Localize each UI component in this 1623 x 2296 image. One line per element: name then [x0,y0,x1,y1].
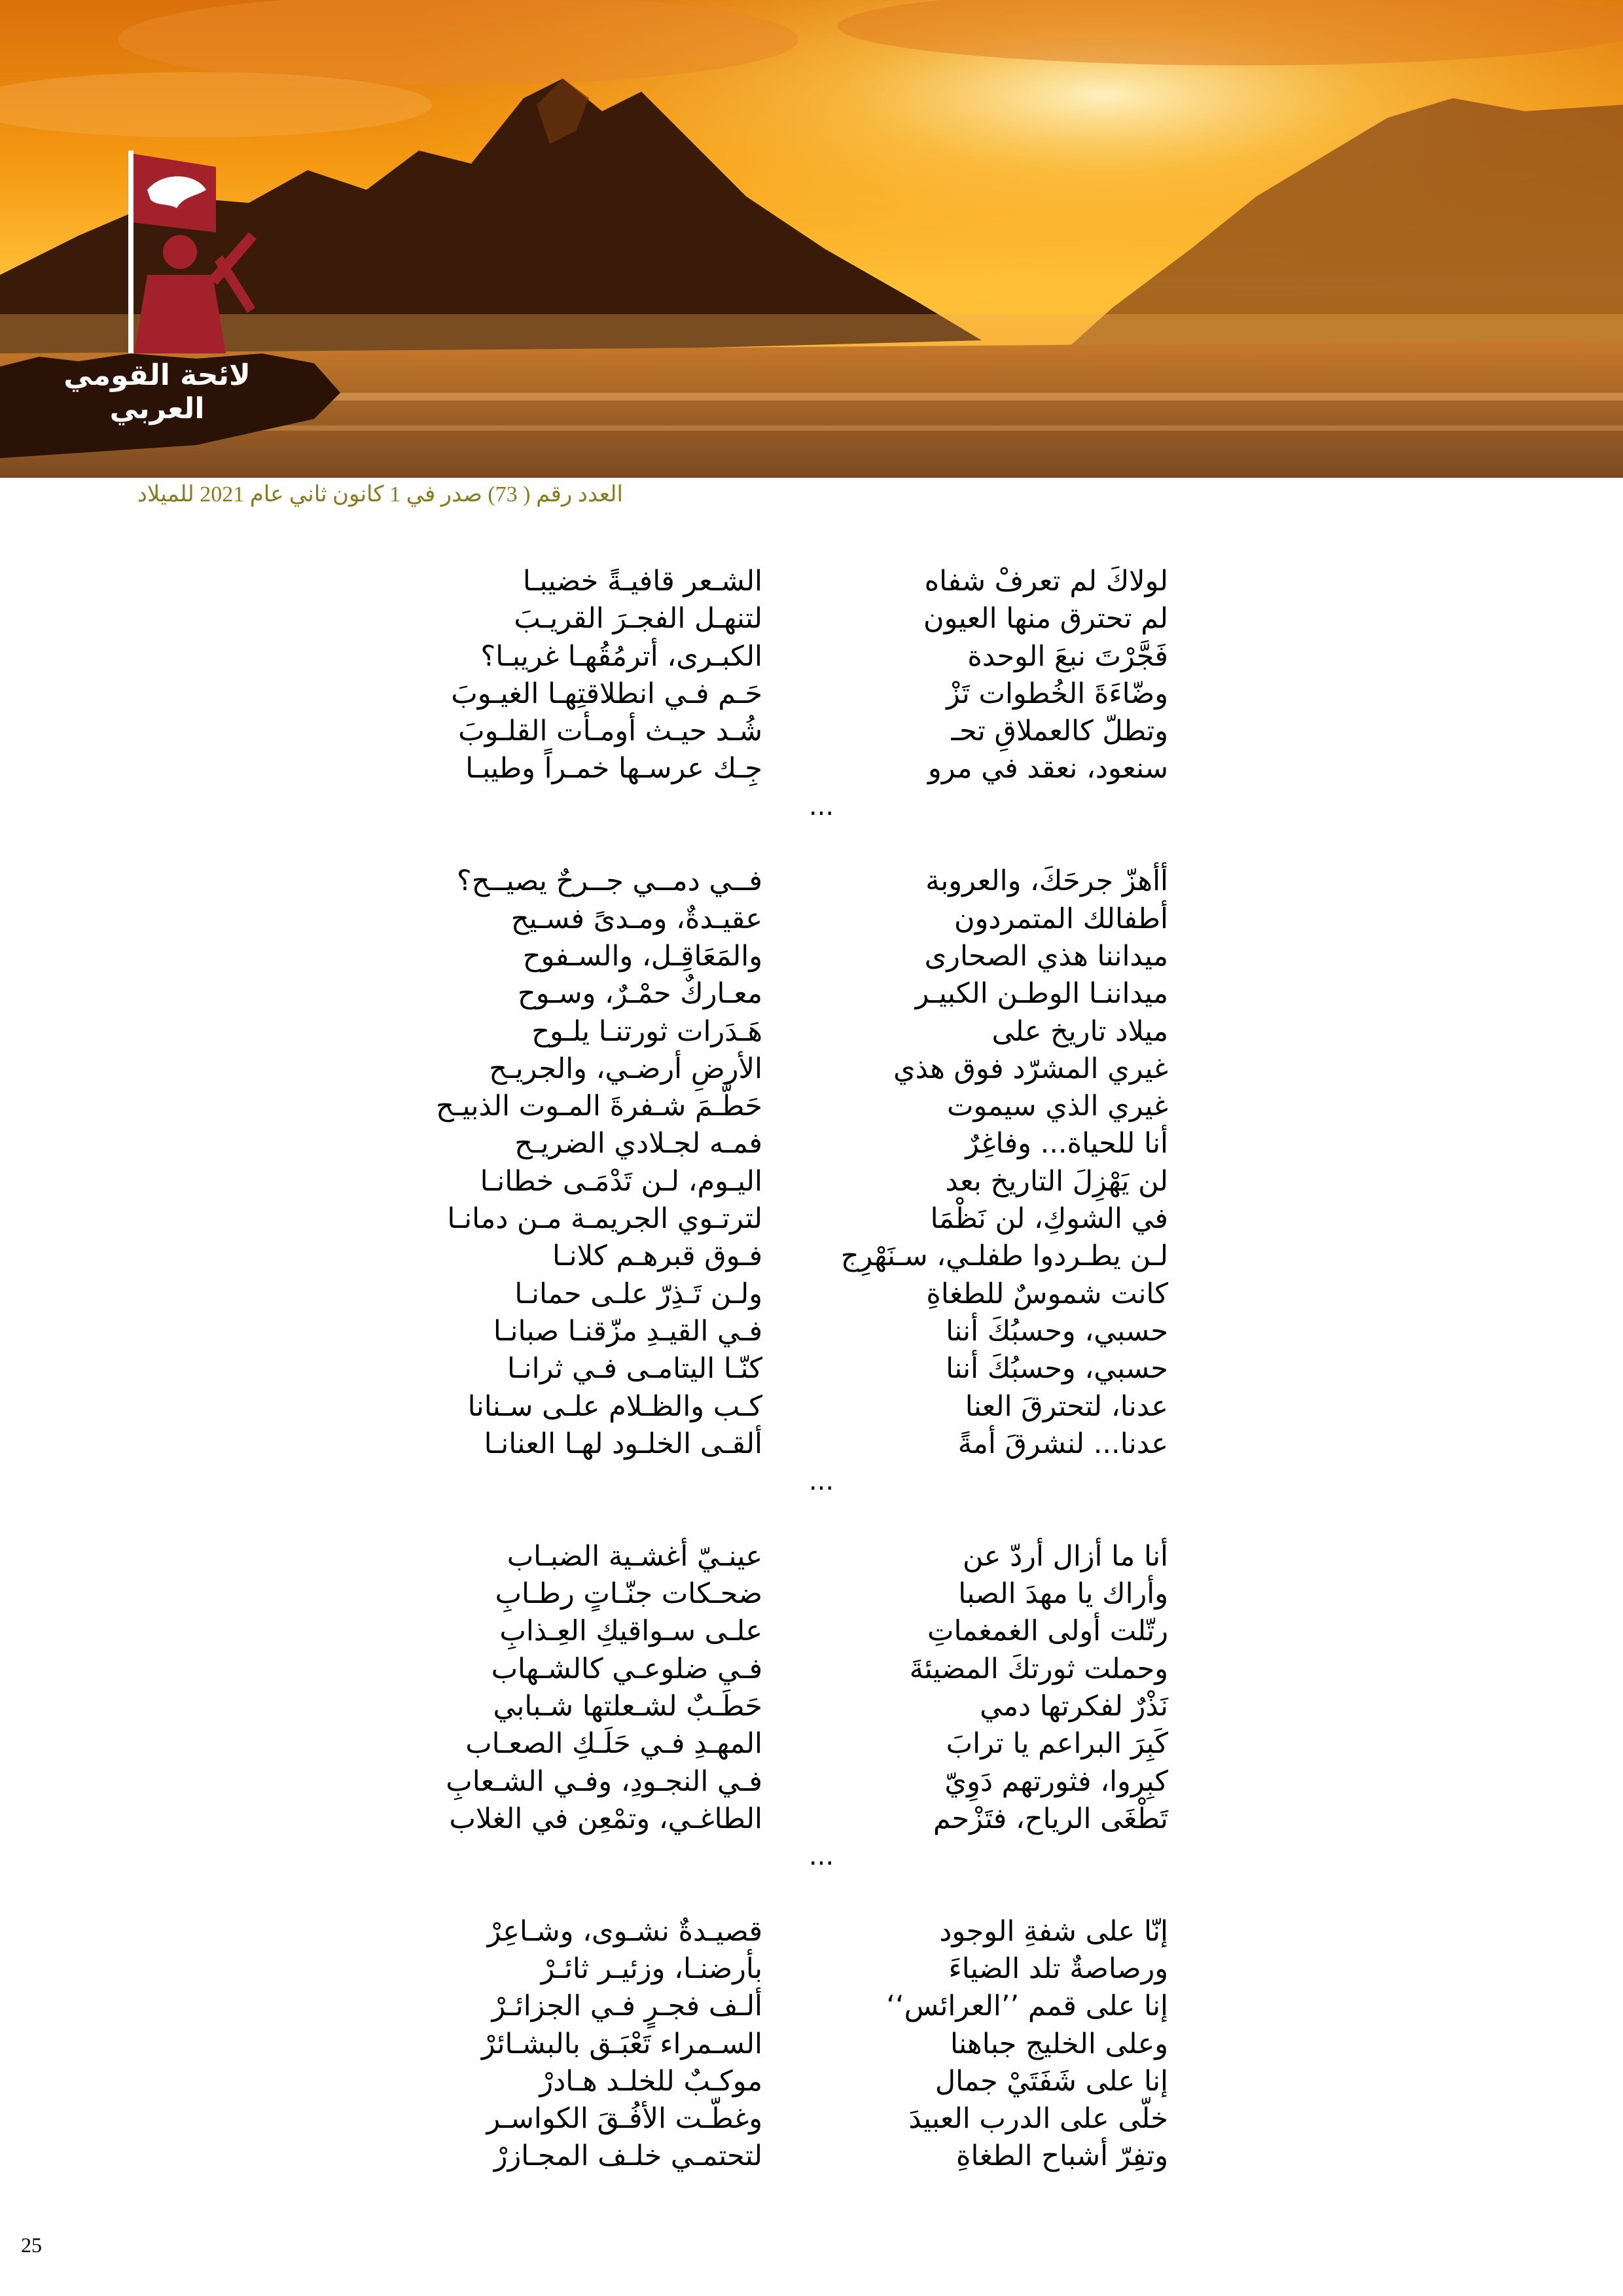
second-hemistich: الشـعر قافيـةً خضيبـا [522,565,762,598]
second-hemistich: كـب والظـلام علـى سـنانا [467,1390,762,1423]
first-hemistich: عدنا... لنشرقَ أمةً [957,1427,1168,1460]
poem-line [419,1163,1191,1200]
poem-line [419,863,1191,900]
first-hemistich: إنّا على شفةِ الوجود [939,1914,1168,1948]
second-hemistich: جِـك عرسـها خمـراً وطيبـا [465,752,762,785]
second-hemistich: فـي القيـدِ مزّقنـا صبانـا [493,1314,762,1348]
second-hemistich: المهـدِ فـي حَلَـكِ الصعـاب [465,1727,762,1761]
first-hemistich: ورصاصةٌ تلد الضياءَ [948,1952,1168,1985]
poem-line [419,1651,1191,1688]
first-hemistich: نَذْرٌ لفكرتها دمي [980,1689,1168,1723]
poem-line [419,1426,1191,1463]
first-hemistich: رتّلت أولى الغمغماتِ [927,1615,1168,1648]
second-hemistich: حَـم فـي انطلاقتِهـا الغيـوبَ [451,677,762,710]
second-hemistich: كنّـا اليتامـى فـي ثرانـا [507,1352,762,1386]
second-hemistich: فـوق قبرهـم كلانـا [552,1240,762,1273]
logo-text: لائحة القومي العربي [63,359,251,425]
poem-body [419,563,1191,2176]
second-hemistich: موكـبٌ للخلـد هـادرْ [539,2064,762,2098]
second-hemistich: لتنهـل الفجـرَ القريـبَ [514,602,762,636]
second-hemistich: ألـف فجـرٍ فـي الجزائـرْ [491,1990,762,2023]
stanza-separator: ... [808,1841,834,1872]
poem-line [419,2100,1191,2138]
poem-line [419,713,1191,750]
second-hemistich: بأرضنـا، وزئيـر ثائـرْ [541,1952,762,1985]
stanza-gap [419,825,1191,863]
poem-line [419,1313,1191,1350]
poem-line [419,901,1191,938]
poem-line [419,1688,1191,1725]
issue-line: العدد رقم ( 73) صدر في 1 كانون ثاني عام 2021 للميلاد [137,482,623,507]
poem-line [419,1088,1191,1125]
first-hemistich: وتفِرّ أشباح الطغاةِ [955,2140,1168,2173]
stanza [419,563,1191,788]
first-hemistich: حسبي، وحسبُكَ أننا [946,1314,1168,1348]
second-hemistich: فــي دمــي جــرحٌ يصيــح؟ [456,865,762,898]
second-hemistich: ولـن تَـذِرّ علـى حمانـا [514,1277,762,1310]
poem-line [419,1538,1191,1575]
first-hemistich: ميداننـا الوطـن الكبيـر [915,977,1168,1011]
poem-line [419,1575,1191,1613]
second-hemistich: حَطَّـمَ شـفرةَ المـوت الذبيـح [436,1090,762,1123]
poem-line [419,1350,1191,1388]
second-hemistich: والمَعَاقِـل، والسـفوح [522,939,762,973]
first-hemistich: خلّى على الدرب العبيدَ [908,2102,1168,2136]
poem-line [419,1801,1191,1838]
poem-line [419,1613,1191,1650]
first-hemistich: لولاكَ لم تعرفْ شفاه [924,565,1168,598]
second-hemistich: ضحـكات جنّـاتٍ رطـابِ [495,1577,762,1611]
stanza-gap [419,1875,1191,1912]
first-hemistich: فَجَّرْتَ نبعَ الوحدة [967,639,1168,673]
first-hemistich: أنا للحياة... وفاغِرٌ [965,1127,1168,1160]
first-hemistich: تَطْغَى الرياح، فتَزْحم [933,1802,1168,1835]
first-hemistich: غيري المشرّد فوق هذي [893,1052,1168,1085]
first-hemistich: لم تحترق منها العيون [923,602,1168,636]
second-hemistich: معـاركٌ حمْـرٌ، وسـوح [517,977,762,1011]
first-hemistich: لن يَهْزِلَ التاريخ بعد [945,1164,1168,1198]
first-hemistich: كَبِرَ البراعم يا ترابَ [946,1727,1168,1761]
second-hemistich: الأرضِ أرضـي، والجريـح [489,1052,762,1085]
stanza [419,863,1191,1463]
first-hemistich: أنا ما أزال أردّ عن [963,1539,1168,1573]
second-hemistich: قصيـدةٌ نشـوى، وشـاعِرْ [487,1914,762,1948]
second-hemistich: لترتـوي الجريمـة مـن دمانـا [447,1202,762,1236]
page-number: 25 [21,2233,42,2257]
second-hemistich: عقيـدةٌ، ومـدىً فسـيح [510,902,762,935]
second-hemistich: الكبـرى، أترمُقُهـا غريبـا؟ [480,639,762,673]
poem-line [419,1988,1191,2025]
poem-line [419,563,1191,600]
first-hemistich: وتطلّ كالعملاقِ تحـ [951,715,1168,748]
poem-line [419,675,1191,713]
first-hemistich: أطفالك المتمردون [954,902,1168,935]
poem-line [419,1725,1191,1763]
poem-line [419,750,1191,787]
poem-line [419,1276,1191,1313]
second-hemistich: فمـه لجـلادي الضريـح [514,1127,762,1160]
first-hemistich: وأراك يا مهدَ الصبا [958,1577,1168,1611]
first-hemistich: سنعود، نعقد في مرو [928,752,1168,785]
poem-line [419,1125,1191,1162]
stanza [419,1538,1191,1838]
second-hemistich: شُـد حيـث أومـأت القلـوبَ [458,715,762,748]
stanza-separator: ... [808,1466,834,1497]
poem-line [419,1200,1191,1238]
poem-line [419,1913,1191,1950]
poem-line [419,1238,1191,1275]
first-hemistich: عدنا، لتحترقَ العنا [965,1390,1168,1423]
second-hemistich: عينـيّ أغشـية الضبـاب [507,1539,762,1573]
stanza-separator: ... [808,791,834,821]
second-hemistich: فـي النجـودِ، وفـي الشـعابِ [446,1765,762,1798]
first-hemistich: إنا على قمم ’’العرائس‘‘ [886,1990,1168,2023]
second-hemistich: وغطّـت الأفُـقَ الكواسـر [486,2102,762,2136]
second-hemistich: لتحتمـي خلـف المجـازرْ [493,2140,762,2173]
poem-line [419,1388,1191,1426]
second-hemistich: الطاغـي، وتمْعِن في الغلاب [449,1802,762,1835]
poem-line [419,638,1191,675]
first-hemistich: وعلى الخليج جباهنا [950,2027,1168,2060]
poem-line [419,2138,1191,2175]
first-hemistich: إنا على شَفَتَيْ جمال [935,2064,1168,2098]
first-hemistich: لـن يطـردوا طفلـي، سـنَهْرِج [840,1240,1168,1273]
poem-line [419,1050,1191,1088]
stanza-gap [419,1500,1191,1537]
first-hemistich: في الشوكِ، لن نَظْمَا [930,1202,1168,1236]
first-hemistich: وحملت ثورتكَ المضيئةَ [909,1652,1168,1685]
second-hemistich: علـى سـواقيكِ العِـذابِ [499,1615,762,1648]
second-hemistich: ألقـى الخلـود لهـا العنانـا [484,1427,762,1460]
first-hemistich: ميلاد تاريخ على [991,1014,1168,1048]
first-hemistich: ميداننا هذي الصحارى [924,939,1168,973]
poem-line [419,1013,1191,1050]
header-banner [0,0,1623,478]
poem-line [419,938,1191,975]
first-hemistich: أأهزّ جرحَكَ، والعروبة [925,865,1168,898]
second-hemistich: السـمراء تَعْبَـق بالبشـائرْ [481,2027,762,2060]
stanza [419,1913,1191,2176]
first-hemistich: كانت شموسٌ للطغاةِ [926,1277,1168,1310]
poem-line [419,600,1191,637]
first-hemistich: وضّاءَةَ الخُطوات تَزْ [946,677,1168,710]
poem-line [419,975,1191,1013]
second-hemistich: فـي ضلوعـي كالشـهاب [491,1652,762,1685]
first-hemistich: كبِروا، فثورتهم دَوِيّ [944,1765,1168,1798]
poem-line [419,1763,1191,1801]
first-hemistich: غيري الذي سيموت [946,1090,1168,1123]
second-hemistich: اليـوم، لـن تَدْمَـى خطانـا [480,1164,762,1198]
second-hemistich: هَـدَرات ثورتنـا يلـوح [531,1014,762,1048]
poem-line [419,2026,1191,2063]
poem-line [419,2063,1191,2100]
first-hemistich: حسبي، وحسبُكَ أننا [946,1352,1168,1386]
poem-line [419,1950,1191,1988]
second-hemistich: حَطَـبٌ لشـعلتها شـبابي [493,1689,762,1723]
